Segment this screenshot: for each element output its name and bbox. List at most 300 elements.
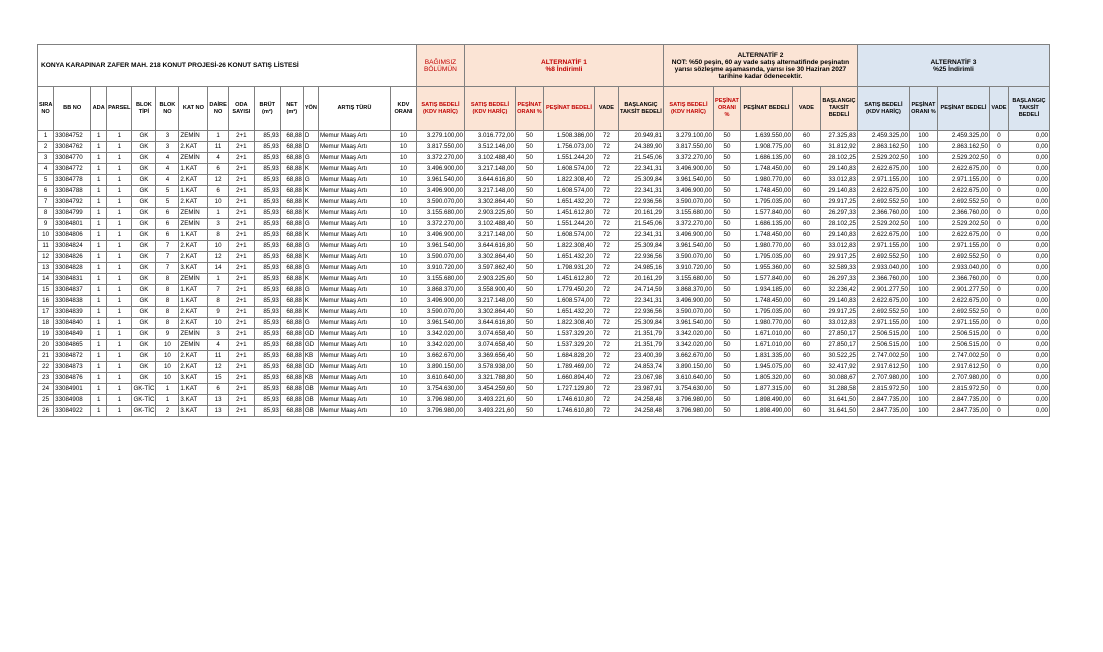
column-header: PEŞİNAT BEDELİ	[740, 87, 792, 131]
table-cell: 72	[594, 274, 618, 285]
table-cell: 3.754.630,00	[416, 384, 464, 395]
table-cell: 85,93	[254, 296, 280, 307]
table-cell: 2.971.155,00	[857, 241, 909, 252]
table-cell: Memur Maaş Artı	[318, 340, 390, 351]
table-cell: 0,00	[1008, 230, 1049, 241]
table-cell: 50	[713, 186, 740, 197]
table-cell: 2.707.980,00	[937, 373, 989, 384]
table-cell: 85,93	[254, 131, 280, 142]
table-cell: 5	[156, 197, 179, 208]
table-cell: GK	[132, 307, 156, 318]
table-cell: 33084772	[54, 164, 91, 175]
table-cell: Memur Maaş Artı	[318, 186, 390, 197]
table-cell: 85,93	[254, 384, 280, 395]
column-header: SATIŞ BEDELİ (KDV HARİÇ)	[663, 87, 713, 131]
table-cell: 1	[208, 208, 228, 219]
table-cell: 50	[515, 285, 543, 296]
table-cell: 0	[989, 285, 1008, 296]
table-cell: 1	[91, 362, 107, 373]
table-cell: 25.309,84	[618, 175, 663, 186]
table-cell: 2.903.225,60	[464, 274, 515, 285]
table-cell: 7	[38, 197, 54, 208]
table-row	[38, 329, 1050, 340]
table-cell: Memur Maaş Artı	[318, 252, 390, 263]
table-cell: 0,00	[1008, 351, 1049, 362]
table-cell: 100	[909, 318, 937, 329]
table-cell: 100	[909, 362, 937, 373]
table-cell: 1.748.450,00	[740, 164, 792, 175]
table-cell: 1	[107, 340, 132, 351]
column-header: PEŞİNAT BEDELİ	[937, 87, 989, 131]
table-cell: 1	[107, 307, 132, 318]
table-cell: 3.961.540,00	[416, 318, 464, 329]
table-cell: GK	[132, 351, 156, 362]
table-cell: 0	[989, 340, 1008, 351]
table-cell: 85,93	[254, 307, 280, 318]
table-cell: 1	[91, 241, 107, 252]
table-cell: Memur Maaş Artı	[318, 351, 390, 362]
table-cell: 50	[515, 164, 543, 175]
table-cell: 2.971.155,00	[937, 175, 989, 186]
table-row	[38, 164, 1050, 175]
table-cell: GK	[132, 263, 156, 274]
table-cell: 22.936,56	[618, 197, 663, 208]
table-cell: 2	[156, 406, 179, 417]
table-cell: 27.850,17	[820, 340, 857, 351]
table-cell: 100	[909, 373, 937, 384]
table-cell: 3.910.720,00	[663, 263, 713, 274]
table-cell: 33084770	[54, 153, 91, 164]
table-cell: 29.917,25	[820, 307, 857, 318]
table-cell: 60	[792, 230, 820, 241]
table-cell: 100	[909, 307, 937, 318]
table-cell: 0,00	[1008, 373, 1049, 384]
table-cell: 1.831.335,00	[740, 351, 792, 362]
table-cell: GK	[132, 175, 156, 186]
table-cell: 1	[107, 241, 132, 252]
table-cell: 32.589,33	[820, 263, 857, 274]
table-cell: 100	[909, 197, 937, 208]
table-cell: 22.341,31	[618, 164, 663, 175]
table-cell: 1	[208, 131, 228, 142]
table-cell: 2.692.552,50	[937, 252, 989, 263]
table-cell: 0,00	[1008, 329, 1049, 340]
table-cell: 3.662.670,00	[416, 351, 464, 362]
table-cell: 60	[792, 362, 820, 373]
table-cell: 50	[515, 263, 543, 274]
table-cell: 60	[792, 175, 820, 186]
table-cell: 2.366.760,00	[937, 208, 989, 219]
table-cell: 11	[208, 351, 228, 362]
table-cell: 1	[107, 351, 132, 362]
table-cell: 100	[909, 164, 937, 175]
table-cell: 20.949,81	[618, 131, 663, 142]
table-cell: 100	[909, 274, 937, 285]
table-cell: 1	[107, 153, 132, 164]
table-cell: 22.341,31	[618, 296, 663, 307]
table-cell: 2.622.675,00	[937, 164, 989, 175]
table-cell: 21.545,06	[618, 219, 663, 230]
table-cell: 0	[989, 186, 1008, 197]
table-title: KONYA KARAPINAR ZAFER MAH. 218 KONUT PROJESİ-26 KONUT SATIŞ LİSTESİ	[38, 45, 417, 87]
table-cell: 3.796.980,00	[663, 395, 713, 406]
table-cell: 2+1	[228, 406, 254, 417]
table-cell: 50	[713, 241, 740, 252]
column-header: YÖN	[303, 87, 318, 131]
table-cell: 0,00	[1008, 384, 1049, 395]
table-cell: 2.KAT	[179, 362, 208, 373]
table-cell: 1.577.840,00	[740, 208, 792, 219]
table-cell: 2.KAT	[179, 241, 208, 252]
table-cell: 11	[38, 241, 54, 252]
table-cell: 50	[713, 285, 740, 296]
table-cell: 60	[792, 252, 820, 263]
column-header: SATIŞ BEDELİ (KDV HARİÇ)	[416, 87, 464, 131]
table-cell: 60	[792, 153, 820, 164]
table-cell: GK	[132, 241, 156, 252]
table-row	[38, 230, 1050, 241]
table-cell: GK	[132, 252, 156, 263]
table-cell: 1.934.185,00	[740, 285, 792, 296]
table-cell: 10	[390, 186, 416, 197]
table-cell: 2+1	[228, 318, 254, 329]
table-cell: 2.KAT	[179, 175, 208, 186]
table-cell: 3.155.680,00	[663, 274, 713, 285]
table-cell: 100	[909, 384, 937, 395]
table-cell: 1.551.244,20	[543, 219, 594, 230]
table-cell: 25	[38, 395, 54, 406]
table-cell: 21.351,79	[618, 340, 663, 351]
table-cell: 1.898.490,00	[740, 395, 792, 406]
table-cell: 1	[107, 274, 132, 285]
table-cell: 2.459.325,00	[937, 131, 989, 142]
table-cell: 28.102,25	[820, 153, 857, 164]
table-cell: 85,93	[254, 263, 280, 274]
table-cell: 1.980.770,00	[740, 241, 792, 252]
table-cell: Memur Maaş Artı	[318, 197, 390, 208]
table-cell: 1	[91, 142, 107, 153]
table-cell: 1.451.612,80	[543, 208, 594, 219]
table-cell: 50	[515, 340, 543, 351]
table-cell: GK-TİC	[132, 384, 156, 395]
table-cell: 16	[38, 296, 54, 307]
table-cell: 3.496.900,00	[663, 230, 713, 241]
table-cell: 8	[156, 285, 179, 296]
table-cell: 21.351,79	[618, 329, 663, 340]
table-cell: GB	[303, 395, 318, 406]
table-cell: 2.KAT	[179, 252, 208, 263]
table-cell: 50	[713, 340, 740, 351]
table-cell: 3.910.720,00	[416, 263, 464, 274]
table-cell: 3.817.550,00	[663, 142, 713, 153]
sales-list-table	[37, 44, 1050, 417]
table-cell: G	[303, 153, 318, 164]
table-cell: 4	[208, 340, 228, 351]
table-cell: 50	[515, 395, 543, 406]
table-cell: 18	[38, 318, 54, 329]
table-cell: 3.302.864,40	[464, 252, 515, 263]
table-cell: 10	[390, 274, 416, 285]
table-cell: 68,88	[280, 395, 303, 406]
table-cell: 10	[390, 307, 416, 318]
table-cell: 29.140,83	[820, 164, 857, 175]
table-cell: 2.622.675,00	[937, 296, 989, 307]
table-body	[38, 131, 1050, 417]
table-cell: 3.796.980,00	[416, 406, 464, 417]
table-cell: GK	[132, 186, 156, 197]
table-cell: 3.868.370,00	[663, 285, 713, 296]
table-cell: 22.936,56	[618, 307, 663, 318]
table-cell: 2.747.002,50	[937, 351, 989, 362]
table-cell: 3.016.772,00	[464, 131, 515, 142]
table-cell: 1	[91, 351, 107, 362]
table-cell: 100	[909, 296, 937, 307]
column-header: BRÜT (m²)	[254, 87, 280, 131]
table-cell: 12	[38, 252, 54, 263]
table-cell: 68,88	[280, 351, 303, 362]
table-cell: 1.KAT	[179, 230, 208, 241]
table-cell: 1	[91, 307, 107, 318]
table-cell: 1.795.035,00	[740, 252, 792, 263]
table-cell: 72	[594, 153, 618, 164]
table-cell: 17	[38, 307, 54, 318]
table-row	[38, 153, 1050, 164]
table-cell: 3.961.540,00	[663, 318, 713, 329]
table-cell: 3.102.488,40	[464, 153, 515, 164]
table-cell: 1.KAT	[179, 384, 208, 395]
table-cell: 3.578.938,00	[464, 362, 515, 373]
table-cell: 32.236,42	[820, 285, 857, 296]
column-header: PEŞİNAT BEDELİ	[543, 87, 594, 131]
table-cell: 29.917,25	[820, 252, 857, 263]
table-cell: 72	[594, 384, 618, 395]
table-cell: 68,88	[280, 197, 303, 208]
table-cell: 2+1	[228, 252, 254, 263]
table-cell: 0,00	[1008, 274, 1049, 285]
table-cell: 3.961.540,00	[416, 175, 464, 186]
table-cell: 2+1	[228, 307, 254, 318]
table-cell: 0	[989, 230, 1008, 241]
table-cell: Memur Maaş Artı	[318, 219, 390, 230]
table-cell: 72	[594, 186, 618, 197]
table-cell: 50	[515, 274, 543, 285]
table-cell: 33084801	[54, 219, 91, 230]
table-cell: 3.302.864,40	[464, 197, 515, 208]
table-cell: 33084831	[54, 274, 91, 285]
table-cell: 3.961.540,00	[663, 241, 713, 252]
table-cell: 1	[91, 274, 107, 285]
table-cell: 26	[38, 406, 54, 417]
table-cell: 2.971.155,00	[857, 318, 909, 329]
table-row	[38, 274, 1050, 285]
table-cell: 3.496.900,00	[663, 186, 713, 197]
table-cell: 1.608.574,00	[543, 230, 594, 241]
table-cell: 1.KAT	[179, 186, 208, 197]
table-cell: 1.822.308,40	[543, 175, 594, 186]
table-cell: 50	[713, 373, 740, 384]
table-cell: 1.980.770,00	[740, 175, 792, 186]
table-cell: 3.372.270,00	[416, 219, 464, 230]
table-cell: 68,88	[280, 307, 303, 318]
table-cell: 2.KAT	[179, 351, 208, 362]
table-cell: 31.288,58	[820, 384, 857, 395]
table-cell: 29.140,83	[820, 186, 857, 197]
table-cell: 1.651.432,20	[543, 252, 594, 263]
column-header: SATIŞ BEDELİ (KDV HARİÇ)	[857, 87, 909, 131]
table-cell: 33084908	[54, 395, 91, 406]
table-row	[38, 186, 1050, 197]
table-cell: 85,93	[254, 373, 280, 384]
table-cell: Memur Maaş Artı	[318, 263, 390, 274]
table-cell: 8	[208, 296, 228, 307]
table-cell: ZEMİN	[179, 208, 208, 219]
table-cell: 10	[208, 241, 228, 252]
table-cell: 12	[208, 362, 228, 373]
table-cell: K	[303, 164, 318, 175]
table-cell: 72	[594, 263, 618, 274]
table-cell: 25.309,84	[618, 241, 663, 252]
table-cell: 10	[390, 373, 416, 384]
table-cell: 1.684.828,20	[543, 351, 594, 362]
table-cell: 3.074.658,40	[464, 340, 515, 351]
table-cell: 33084762	[54, 142, 91, 153]
table-row	[38, 263, 1050, 274]
table-cell: 12	[208, 175, 228, 186]
table-cell: 2+1	[228, 296, 254, 307]
table-cell: 1	[91, 131, 107, 142]
table-cell: 1.877.315,00	[740, 384, 792, 395]
table-cell: 6	[156, 208, 179, 219]
table-cell: 23.400,39	[618, 351, 663, 362]
table-cell: 2+1	[228, 131, 254, 142]
table-cell: 50	[515, 351, 543, 362]
table-cell: 24	[38, 384, 54, 395]
table-cell: 3.610.640,00	[663, 373, 713, 384]
table-cell: 72	[594, 395, 618, 406]
table-cell: D	[303, 131, 318, 142]
table-cell: 72	[594, 131, 618, 142]
table-cell: 68,88	[280, 241, 303, 252]
table-cell: 72	[594, 252, 618, 263]
table-cell: 10	[390, 241, 416, 252]
table-cell: 50	[713, 142, 740, 153]
group-alt3-header: ALTERNATİF 3 %25 İndirimli	[857, 45, 1049, 87]
column-header: BAŞLANGIÇ TAKSİT BEDELİ	[1008, 87, 1049, 131]
table-row	[38, 285, 1050, 296]
table-cell: 2+1	[228, 186, 254, 197]
table-cell: 24.258,48	[618, 395, 663, 406]
column-header: BAŞLANGIÇ TAKSİT BEDELİ	[820, 87, 857, 131]
table-cell: 0	[989, 153, 1008, 164]
table-cell: 2.815.972,50	[857, 384, 909, 395]
table-row	[38, 307, 1050, 318]
table-cell: 3.496.900,00	[416, 296, 464, 307]
table-cell: 2.847.735,00	[937, 406, 989, 417]
table-cell: 1	[107, 208, 132, 219]
table-cell: 50	[713, 318, 740, 329]
table-cell: 60	[792, 373, 820, 384]
table-cell: 68,88	[280, 296, 303, 307]
table-cell: 24.853,74	[618, 362, 663, 373]
table-cell: 50	[515, 241, 543, 252]
table-cell: 2.622.675,00	[937, 230, 989, 241]
table-cell: 1	[91, 329, 107, 340]
table-cell: 60	[792, 241, 820, 252]
table-cell: 85,93	[254, 186, 280, 197]
table-cell: 0,00	[1008, 252, 1049, 263]
table-cell: 1	[91, 208, 107, 219]
table-cell: 3	[208, 329, 228, 340]
table-cell: 50	[713, 230, 740, 241]
table-cell: 1.748.450,00	[740, 230, 792, 241]
table-cell: 10	[208, 197, 228, 208]
table-row	[38, 142, 1050, 153]
table-cell: 1	[107, 263, 132, 274]
table-cell: 100	[909, 153, 937, 164]
table-cell: 33084806	[54, 230, 91, 241]
group-alt2-header: ALTERNATİF 2 NOT: %50 peşin, 60 ay vade satış alternatifinde peşinatın yarısı sözleşme aşamasında, yarısı ise 30 Haziran 2027 tarihine kadar ödenecektir.	[663, 45, 857, 87]
table-cell: 68,88	[280, 274, 303, 285]
table-cell: 3.961.540,00	[663, 175, 713, 186]
table-cell: 3.372.270,00	[663, 219, 713, 230]
table-cell: 0,00	[1008, 395, 1049, 406]
table-cell: G	[303, 219, 318, 230]
table-cell: 3.217.148,00	[464, 230, 515, 241]
table-cell: 1.551.244,20	[543, 153, 594, 164]
table-row	[38, 395, 1050, 406]
table-cell: 10	[390, 318, 416, 329]
table-cell: K	[303, 230, 318, 241]
table-cell: 3.496.900,00	[663, 296, 713, 307]
table-cell: 21.545,06	[618, 153, 663, 164]
table-cell: 1.822.308,40	[543, 241, 594, 252]
table-cell: 1	[208, 274, 228, 285]
table-cell: 2.459.325,00	[857, 131, 909, 142]
table-cell: 33.012,83	[820, 175, 857, 186]
table-cell: 10	[390, 362, 416, 373]
table-cell: 2.707.980,00	[857, 373, 909, 384]
table-cell: 21	[38, 351, 54, 362]
table-cell: 3.KAT	[179, 395, 208, 406]
table-cell: 2.622.675,00	[857, 296, 909, 307]
table-cell: 0	[989, 175, 1008, 186]
table-cell: GD	[303, 362, 318, 373]
table-cell: 1.789.469,00	[543, 362, 594, 373]
table-cell: GK-TİC	[132, 395, 156, 406]
table-row	[38, 406, 1050, 417]
table-cell: 60	[792, 285, 820, 296]
table-cell: Memur Maaş Artı	[318, 230, 390, 241]
table-cell: 68,88	[280, 373, 303, 384]
table-cell: 1.748.450,00	[740, 296, 792, 307]
table-cell: GK	[132, 340, 156, 351]
table-cell: 68,88	[280, 208, 303, 219]
table-cell: G	[303, 285, 318, 296]
table-cell: KB	[303, 373, 318, 384]
table-cell: 2.622.675,00	[857, 230, 909, 241]
table-cell: 22.341,31	[618, 230, 663, 241]
table-cell: 2.KAT	[179, 307, 208, 318]
table-cell: 60	[792, 384, 820, 395]
table-cell: 0,00	[1008, 340, 1049, 351]
table-cell: 3.217.148,00	[464, 164, 515, 175]
table-cell: 0	[989, 307, 1008, 318]
table-cell: 29.140,83	[820, 230, 857, 241]
table-cell: 1	[107, 186, 132, 197]
table-cell: 10	[390, 230, 416, 241]
table-cell: 100	[909, 329, 937, 340]
table-cell: 2+1	[228, 263, 254, 274]
